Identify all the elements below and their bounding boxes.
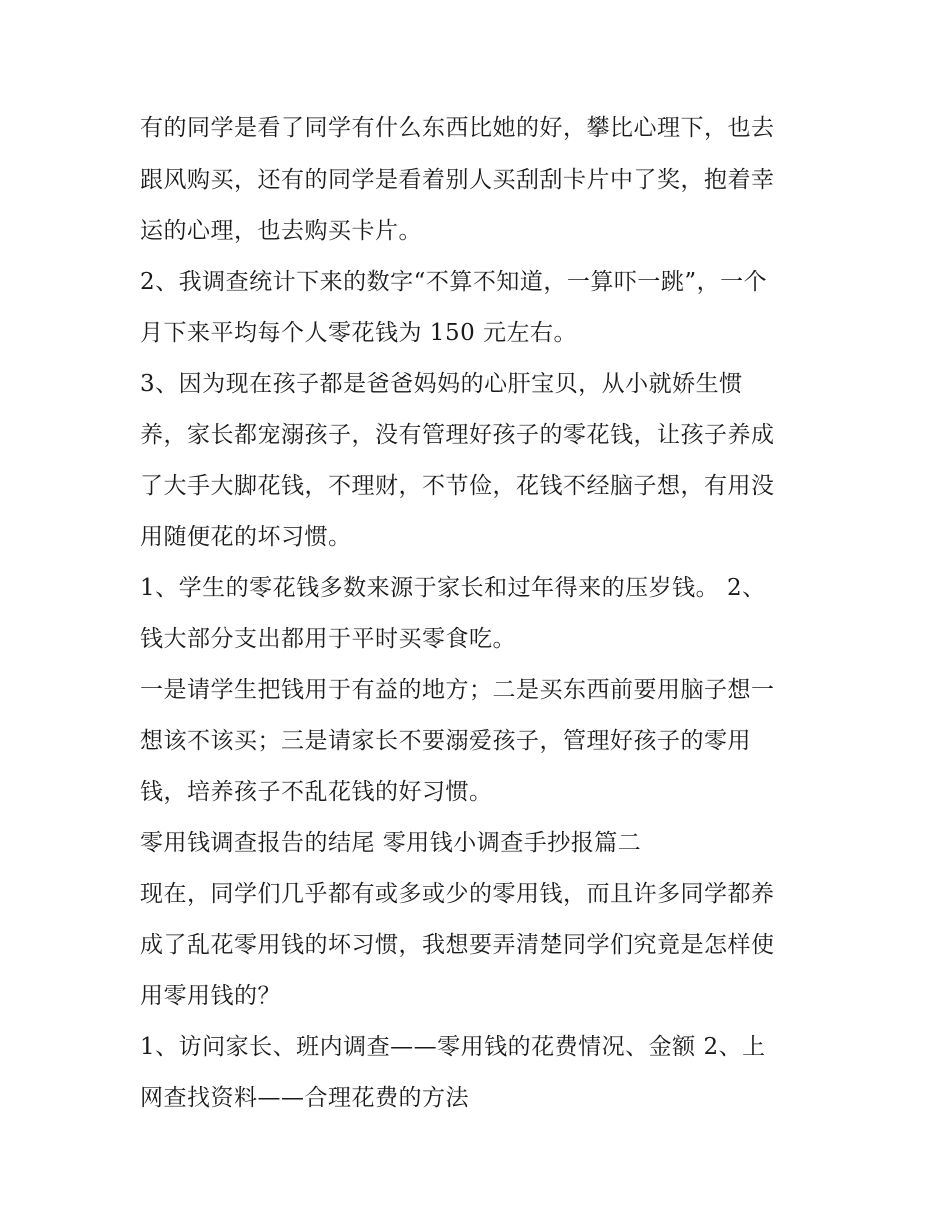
text-line: 网查找资料——合理花费的方法: [140, 1085, 469, 1111]
text-line: 跟风购买，还有的同学是看着别人买刮刮卡片中了奖，抱着幸: [140, 167, 775, 193]
text-line: 想该不该买；三是请家长不要溺爱孩子，管理好孩子的零用: [140, 728, 751, 754]
text-line: 钱，培养孩子不乱花钱的好习惯。: [140, 779, 493, 805]
text-line: 用随便花的坏习惯。: [140, 524, 352, 550]
text-line: 1、访问家长、班内调查——零用钱的花费情况、金额 2、上: [140, 1034, 766, 1060]
text-line: 2、我调查统计下来的数字“不算不知道，一算吓一跳”，一个: [140, 269, 768, 295]
text-line: 1、学生的零花钱多数来源于家长和过年得来的压岁钱。 2、: [140, 575, 766, 601]
text-line: 3、因为现在孩子都是爸爸妈妈的心肝宝贝，从小就娇生惯: [140, 371, 743, 397]
text-line: 用零用钱的？: [140, 983, 281, 1009]
section-heading: 零用钱调查报告的结尾 零用钱小调查手抄报篇二: [140, 830, 642, 856]
text-line: 成了乱花零用钱的坏习惯，我想要弄清楚同学们究竟是怎样使: [140, 932, 775, 958]
text-line: 一是请学生把钱用于有益的地方；二是买东西前要用脑子想一: [140, 677, 775, 703]
text-line: 钱大部分支出都用于平时买零食吃。: [140, 626, 516, 652]
text-line: 现在，同学们几乎都有或多或少的零用钱，而且许多同学都养: [140, 881, 775, 907]
text-line: 了大手大脚花钱，不理财，不节俭，花钱不经脑子想，有用没: [140, 473, 775, 499]
text-line: 月下来平均每个人零花钱为 150 元左右。: [140, 320, 578, 346]
text-line: 养，家长都宠溺孩子，没有管理好孩子的零花钱，让孩子养成: [140, 422, 775, 448]
text-line: 有的同学是看了同学有什么东西比她的好，攀比心理下，也去: [140, 115, 775, 141]
text-line: 运的心理，也去购买卡片。: [140, 218, 422, 244]
